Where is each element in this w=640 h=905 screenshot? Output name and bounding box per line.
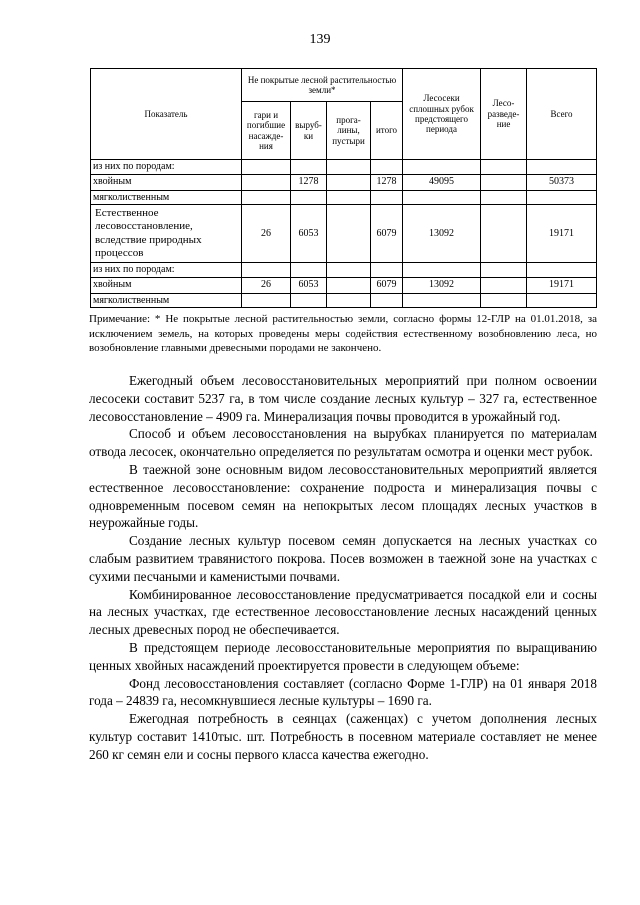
table-row <box>91 174 597 190</box>
table-row <box>91 277 597 293</box>
table-row <box>91 160 597 175</box>
cell-c6 <box>481 205 527 263</box>
cell-c1 <box>242 174 291 190</box>
paragraph: Ежегодный объем лесовосстановительных мероприятий при полном освоении лесосеки составит 5237 га, в том числе создание лесных культур – 327 га, естественное лесовосстановление – 4909 га. Минерализация почвы проводится в урожайный год. <box>89 373 597 424</box>
cell-c5 <box>403 293 481 308</box>
cell-c5 <box>403 263 481 278</box>
cell-c6 <box>481 160 527 175</box>
cell-c6 <box>481 293 527 308</box>
header-not-covered: Не покрытые лесной растительностью земли* <box>242 69 403 102</box>
page-number: 139 <box>309 32 331 47</box>
header-burned: гари и погибшие насажде-ния <box>242 102 291 160</box>
cell-c2: 6053 <box>291 277 327 293</box>
cell-c4 <box>371 293 403 308</box>
cell-c5: 13092 <box>403 277 481 293</box>
cell-c1 <box>242 190 291 205</box>
cell-c2: 1278 <box>291 174 327 190</box>
table-row <box>91 205 597 263</box>
cell-c2 <box>291 263 327 278</box>
cell-c4 <box>371 190 403 205</box>
cell-c5: 49095 <box>403 174 481 190</box>
table-body <box>91 160 597 308</box>
cell-c3 <box>327 160 371 175</box>
header-indicator: Показатель <box>91 69 242 160</box>
cell-c2 <box>291 190 327 205</box>
cell-c7: 19171 <box>527 277 597 293</box>
header-glades: прога-лины, пустыри <box>327 102 371 160</box>
cell-c1 <box>242 160 291 175</box>
cell-c4: 1278 <box>371 174 403 190</box>
cell-c3 <box>327 190 371 205</box>
paragraph: В таежной зоне основным видом лесовосстановительных мероприятий является естественное лесовосстановление: сохранение подроста и минерализация почвы с одновременным посевом семян на непокрытых лесом площадях лесных участков в неурожайные годы. <box>89 461 597 531</box>
paragraph: Комбинированное лесовосстановление предусматривается посадкой ели и сосны на лесных участках, где естественное лесовосстановление лесных насаждений ценных лесных древесных пород не обеспечивается. <box>89 586 597 638</box>
paragraph: Фонд лесовосстановления составляет (согласно Форме 1-ГЛР) на 01 января 2018 года – 24839 га, несомкнувшиеся лесные культуры – 1690 га. <box>89 675 597 709</box>
cell-c3 <box>327 263 371 278</box>
cell-c7 <box>527 263 597 278</box>
cell-c7: 19171 <box>527 205 597 263</box>
cell-c6 <box>481 277 527 293</box>
cell-c1 <box>242 263 291 278</box>
paragraph: Ежегодная потребность в сеянцах (саженцах) с учетом дополнения лесных культур составит 1410тыс. шт. Потребность в посевном материале составляет не менее 260 кг семян ели и сосны первого класса качества ежегодно. <box>89 711 597 762</box>
row-label: хвойным <box>91 277 242 293</box>
row-label: хвойным <box>91 174 242 190</box>
header-total: итого <box>371 102 403 160</box>
row-label: из них по породам: <box>91 263 242 278</box>
header-clearings: выруб-ки <box>291 102 327 160</box>
header-all: Всего <box>527 69 597 160</box>
cell-c6 <box>481 174 527 190</box>
table-note: Примечание: * Не покрытые лесной растительностью земли, согласно формы 12-ГЛР на 01.01.2018, за исключением земель, на которых проведены меры содействия естественному возобновлению леса, но возобновление главными древесными породами не закончено. <box>89 313 597 355</box>
cell-c2: 6053 <box>291 205 327 263</box>
cell-c5 <box>403 160 481 175</box>
cell-c4 <box>371 160 403 175</box>
cell-c2 <box>291 293 327 308</box>
cell-c6 <box>481 190 527 205</box>
table-row <box>91 263 597 278</box>
cell-c4 <box>371 263 403 278</box>
cell-c7 <box>527 160 597 175</box>
table-header-row <box>91 69 597 102</box>
cell-c3 <box>327 174 371 190</box>
row-label: мягколиственным <box>91 293 242 308</box>
cell-c3 <box>327 277 371 293</box>
row-label: мягколиственным <box>91 190 242 205</box>
cell-c7 <box>527 190 597 205</box>
cell-c7: 50373 <box>527 174 597 190</box>
row-label: из них по породам: <box>91 160 242 175</box>
cell-c4: 6079 <box>371 277 403 293</box>
paragraph: В предстоящем периоде лесовосстановительные мероприятия по выращиванию ценных хвойных насаждений проектируется провести в следующем объеме: <box>89 639 597 673</box>
cell-c7 <box>527 293 597 308</box>
table-row <box>91 293 597 308</box>
cell-c5 <box>403 190 481 205</box>
cell-c1 <box>242 293 291 308</box>
row-label: Естественное лесовосстановление, вследствие природных процессов <box>91 205 242 263</box>
paragraph: Создание лесных культур посевом семян допускается на лесных участках со слабым развитием травянистого покрова. Посев возможен в таежной зоне на участках с сухими песчаными и каменистыми почвами. <box>89 533 597 584</box>
forest-table <box>90 68 597 308</box>
header-restoration: Лесо-разведе-ние <box>481 69 527 160</box>
cell-c5: 13092 <box>403 205 481 263</box>
cell-c3 <box>327 293 371 308</box>
body-text <box>89 372 597 764</box>
cell-c6 <box>481 263 527 278</box>
cell-c3 <box>327 205 371 263</box>
table-row <box>91 190 597 205</box>
cell-c4: 6079 <box>371 205 403 263</box>
cell-c2 <box>291 160 327 175</box>
cell-c1: 26 <box>242 205 291 263</box>
paragraph: Способ и объем лесовосстановления на вырубках планируется по материалам отвода лесосек, окончательно определяется по результатам осмотра и оценки мест рубок. <box>89 426 597 460</box>
cell-c1: 26 <box>242 277 291 293</box>
header-cutting-areas: Лесосеки сплошных рубок предстоящего периода <box>403 69 481 160</box>
